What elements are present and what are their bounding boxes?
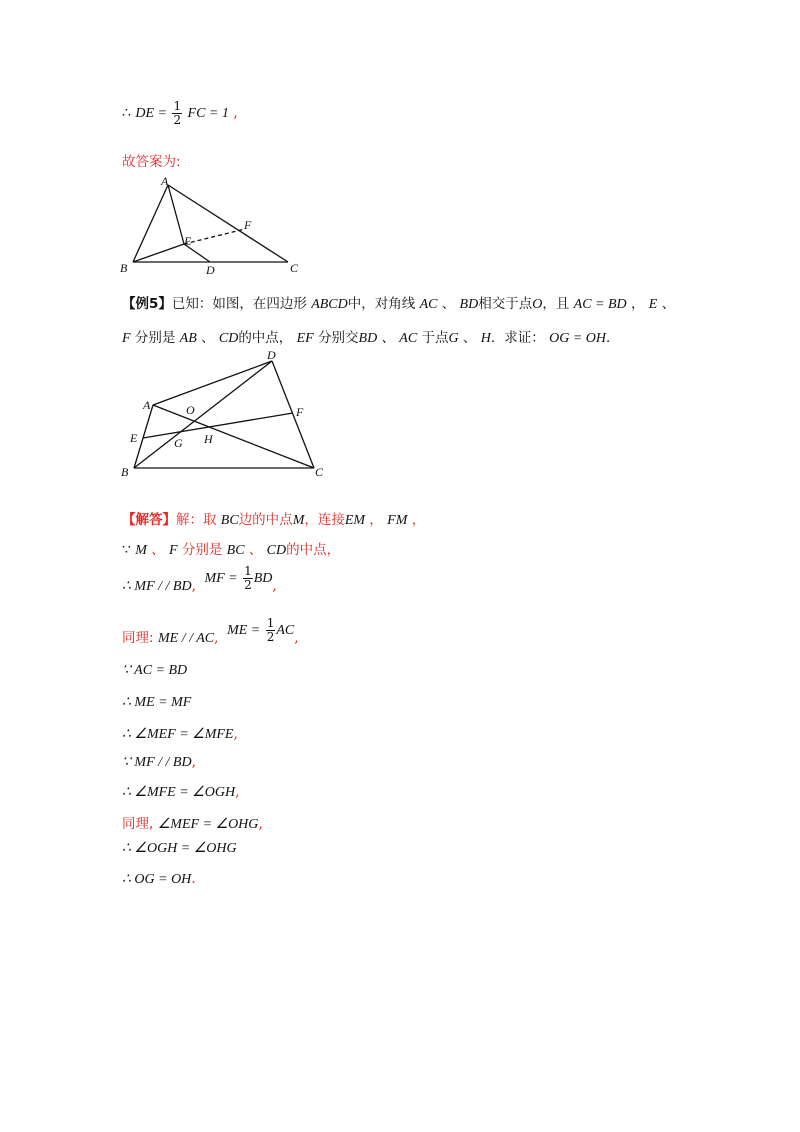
label-A: A — [143, 398, 151, 412]
solution-text: 的中点， — [286, 542, 341, 558]
fraction-numerator: 1 — [173, 99, 182, 113]
red-comma: , — [191, 578, 197, 595]
math-expr: ∴ ∠MFE = ∠OGH — [122, 785, 236, 800]
solution-line-3 — [122, 564, 277, 599]
math-F: F — [122, 331, 131, 346]
example-text: 分别交 — [318, 330, 359, 346]
label-D: D — [267, 348, 276, 362]
quadrilateral-figure-2 — [116, 345, 346, 485]
solution-line-1 — [122, 508, 425, 529]
math-expr: BD — [253, 571, 273, 587]
solution-line-9 — [122, 784, 240, 801]
red-comma: , — [233, 726, 238, 742]
solution-line-6 — [122, 694, 191, 711]
math-expr: ∴ ME = MF — [122, 695, 192, 710]
math-expr: ∠MEF = ∠OHG — [157, 817, 259, 832]
fraction-denominator: 2 — [173, 112, 182, 127]
fraction-half — [266, 617, 276, 643]
label-F: F — [296, 405, 304, 419]
math-M: M — [292, 513, 305, 528]
math-goal: OG = OH — [549, 331, 606, 346]
label-H: H — [204, 432, 213, 446]
segment-CD — [272, 361, 314, 468]
separator: 、 — [151, 542, 165, 558]
math-AB: AB — [179, 331, 197, 346]
example-text: ． — [606, 330, 620, 346]
solution-tag: 【解答】 — [122, 512, 176, 528]
red-comma: , — [294, 630, 299, 647]
fraction-denominator: 2 — [266, 629, 275, 644]
red-comma: , — [272, 578, 277, 595]
math-expr: AC — [276, 623, 295, 639]
fraction-numerator: 1 — [244, 564, 252, 578]
separator: 、 — [381, 330, 395, 346]
eq-lhs: DE = — [135, 106, 167, 122]
solution-text: ，连接 — [304, 512, 345, 528]
label-O: O — [186, 403, 195, 417]
eq-rhs: FC = 1 — [187, 106, 229, 122]
label-E: E — [184, 234, 192, 248]
red-comma: , — [214, 630, 219, 647]
example-text: 已知：如图，在四边形 — [171, 296, 307, 312]
example-tag: 【例5】 — [122, 296, 172, 312]
therefore-symbol: ∴ — [122, 106, 131, 122]
math-BD: BD — [358, 331, 378, 346]
solution-line-8 — [122, 754, 196, 771]
separator: 、 — [462, 330, 477, 346]
math-G: G — [448, 331, 459, 346]
math-expr: ∴ ∠OGH = ∠OHG — [122, 841, 237, 856]
math-expr: ∴ MF / / BD — [122, 579, 192, 595]
math-ABCD: ABCD — [311, 297, 348, 312]
math-AC: AC — [399, 331, 418, 346]
math-expr: ∵ MF / / BD — [122, 755, 192, 770]
math-AC: AC — [419, 297, 438, 312]
math-EM: EM — [344, 513, 366, 528]
separator: 、 — [441, 296, 456, 312]
solution-line-4 — [122, 616, 299, 651]
math-expr: ∴ ∠MEF = ∠MFE — [122, 727, 234, 742]
solution-line-10 — [122, 812, 263, 833]
math-CD: CD — [266, 543, 287, 558]
math-BC: BC — [226, 543, 245, 558]
red-comma: , — [258, 816, 263, 832]
fraction-numerator: 1 — [266, 616, 275, 630]
example-text: 的中点， — [238, 330, 293, 346]
math-CD: CD — [218, 331, 239, 346]
solution-text: ， — [369, 512, 383, 528]
diagonal-BD — [134, 361, 272, 468]
conclusion-line-top — [122, 100, 238, 126]
same-reason-label: 同理, — [122, 816, 154, 832]
example-text: 分别是 — [134, 330, 176, 346]
red-comma: , — [233, 105, 238, 122]
math-expr: ME = — [227, 623, 261, 639]
red-comma: , — [235, 784, 240, 800]
math-AC-eq-BD: AC = BD — [573, 297, 627, 312]
math-expr: MF = — [204, 571, 238, 587]
label-E: E — [130, 431, 138, 445]
segment-AB — [133, 185, 168, 262]
because-symbol: ∵ — [122, 543, 131, 558]
solution-line-12 — [122, 871, 196, 888]
fraction-denominator: 2 — [244, 577, 252, 592]
solution-text: 解：取 — [176, 512, 217, 528]
label-C: C — [290, 261, 299, 275]
label-D: D — [206, 263, 215, 275]
separator: 、 — [201, 330, 215, 346]
solution-line-2 — [122, 538, 340, 559]
math-BD: BD — [459, 297, 479, 312]
segment-EF-dashed — [184, 229, 245, 244]
example-text: ， — [630, 296, 645, 312]
label-B: B — [120, 261, 128, 275]
triangle-figure-1 — [118, 175, 318, 275]
math-BC: BC — [220, 513, 239, 528]
red-period: . — [191, 871, 196, 887]
math-F: F — [168, 543, 178, 558]
math-FM: FM — [387, 513, 408, 528]
math-H: H — [480, 331, 491, 346]
math-EF: EF — [296, 331, 314, 346]
red-comma: , — [191, 754, 197, 770]
solution-line-11 — [122, 840, 237, 857]
label-F: F — [244, 218, 252, 232]
example-statement-line-1 — [122, 292, 675, 313]
example-text: ，且 — [542, 296, 570, 312]
example-text: 中，对角线 — [347, 296, 416, 312]
example-text: 相交于点 — [478, 296, 533, 312]
same-reason-label: 同理: — [122, 630, 154, 647]
segment-DA — [153, 361, 272, 405]
segment-AC — [168, 185, 288, 262]
label-A: A — [161, 175, 169, 188]
fraction-half — [243, 565, 253, 591]
separator: 、 — [248, 542, 263, 558]
solution-text: 分别是 — [181, 542, 223, 558]
math-O: O — [532, 297, 543, 312]
answer-label: 故答案为: — [122, 154, 181, 170]
math-expr: ME / / AC — [158, 631, 215, 647]
example-statement-line-2 — [122, 326, 620, 347]
math-E: E — [648, 297, 658, 312]
separator: 、 — [661, 296, 676, 312]
label-G: G — [174, 436, 183, 450]
solution-line-5 — [122, 662, 187, 679]
label-B: B — [121, 465, 129, 479]
solution-text: ， — [411, 512, 426, 528]
fraction-half — [172, 100, 182, 126]
solution-line-7 — [122, 726, 238, 743]
math-expr: ∴ OG = OH — [122, 872, 192, 887]
math-M: M — [135, 543, 147, 558]
label-C: C — [315, 465, 324, 479]
solution-text: 边的中点 — [238, 512, 293, 528]
example-text: ．求证： — [490, 330, 545, 346]
math-expr: ∵ AC = BD — [122, 663, 188, 678]
segment-EF — [143, 413, 293, 438]
example-text: 于点 — [421, 330, 449, 346]
